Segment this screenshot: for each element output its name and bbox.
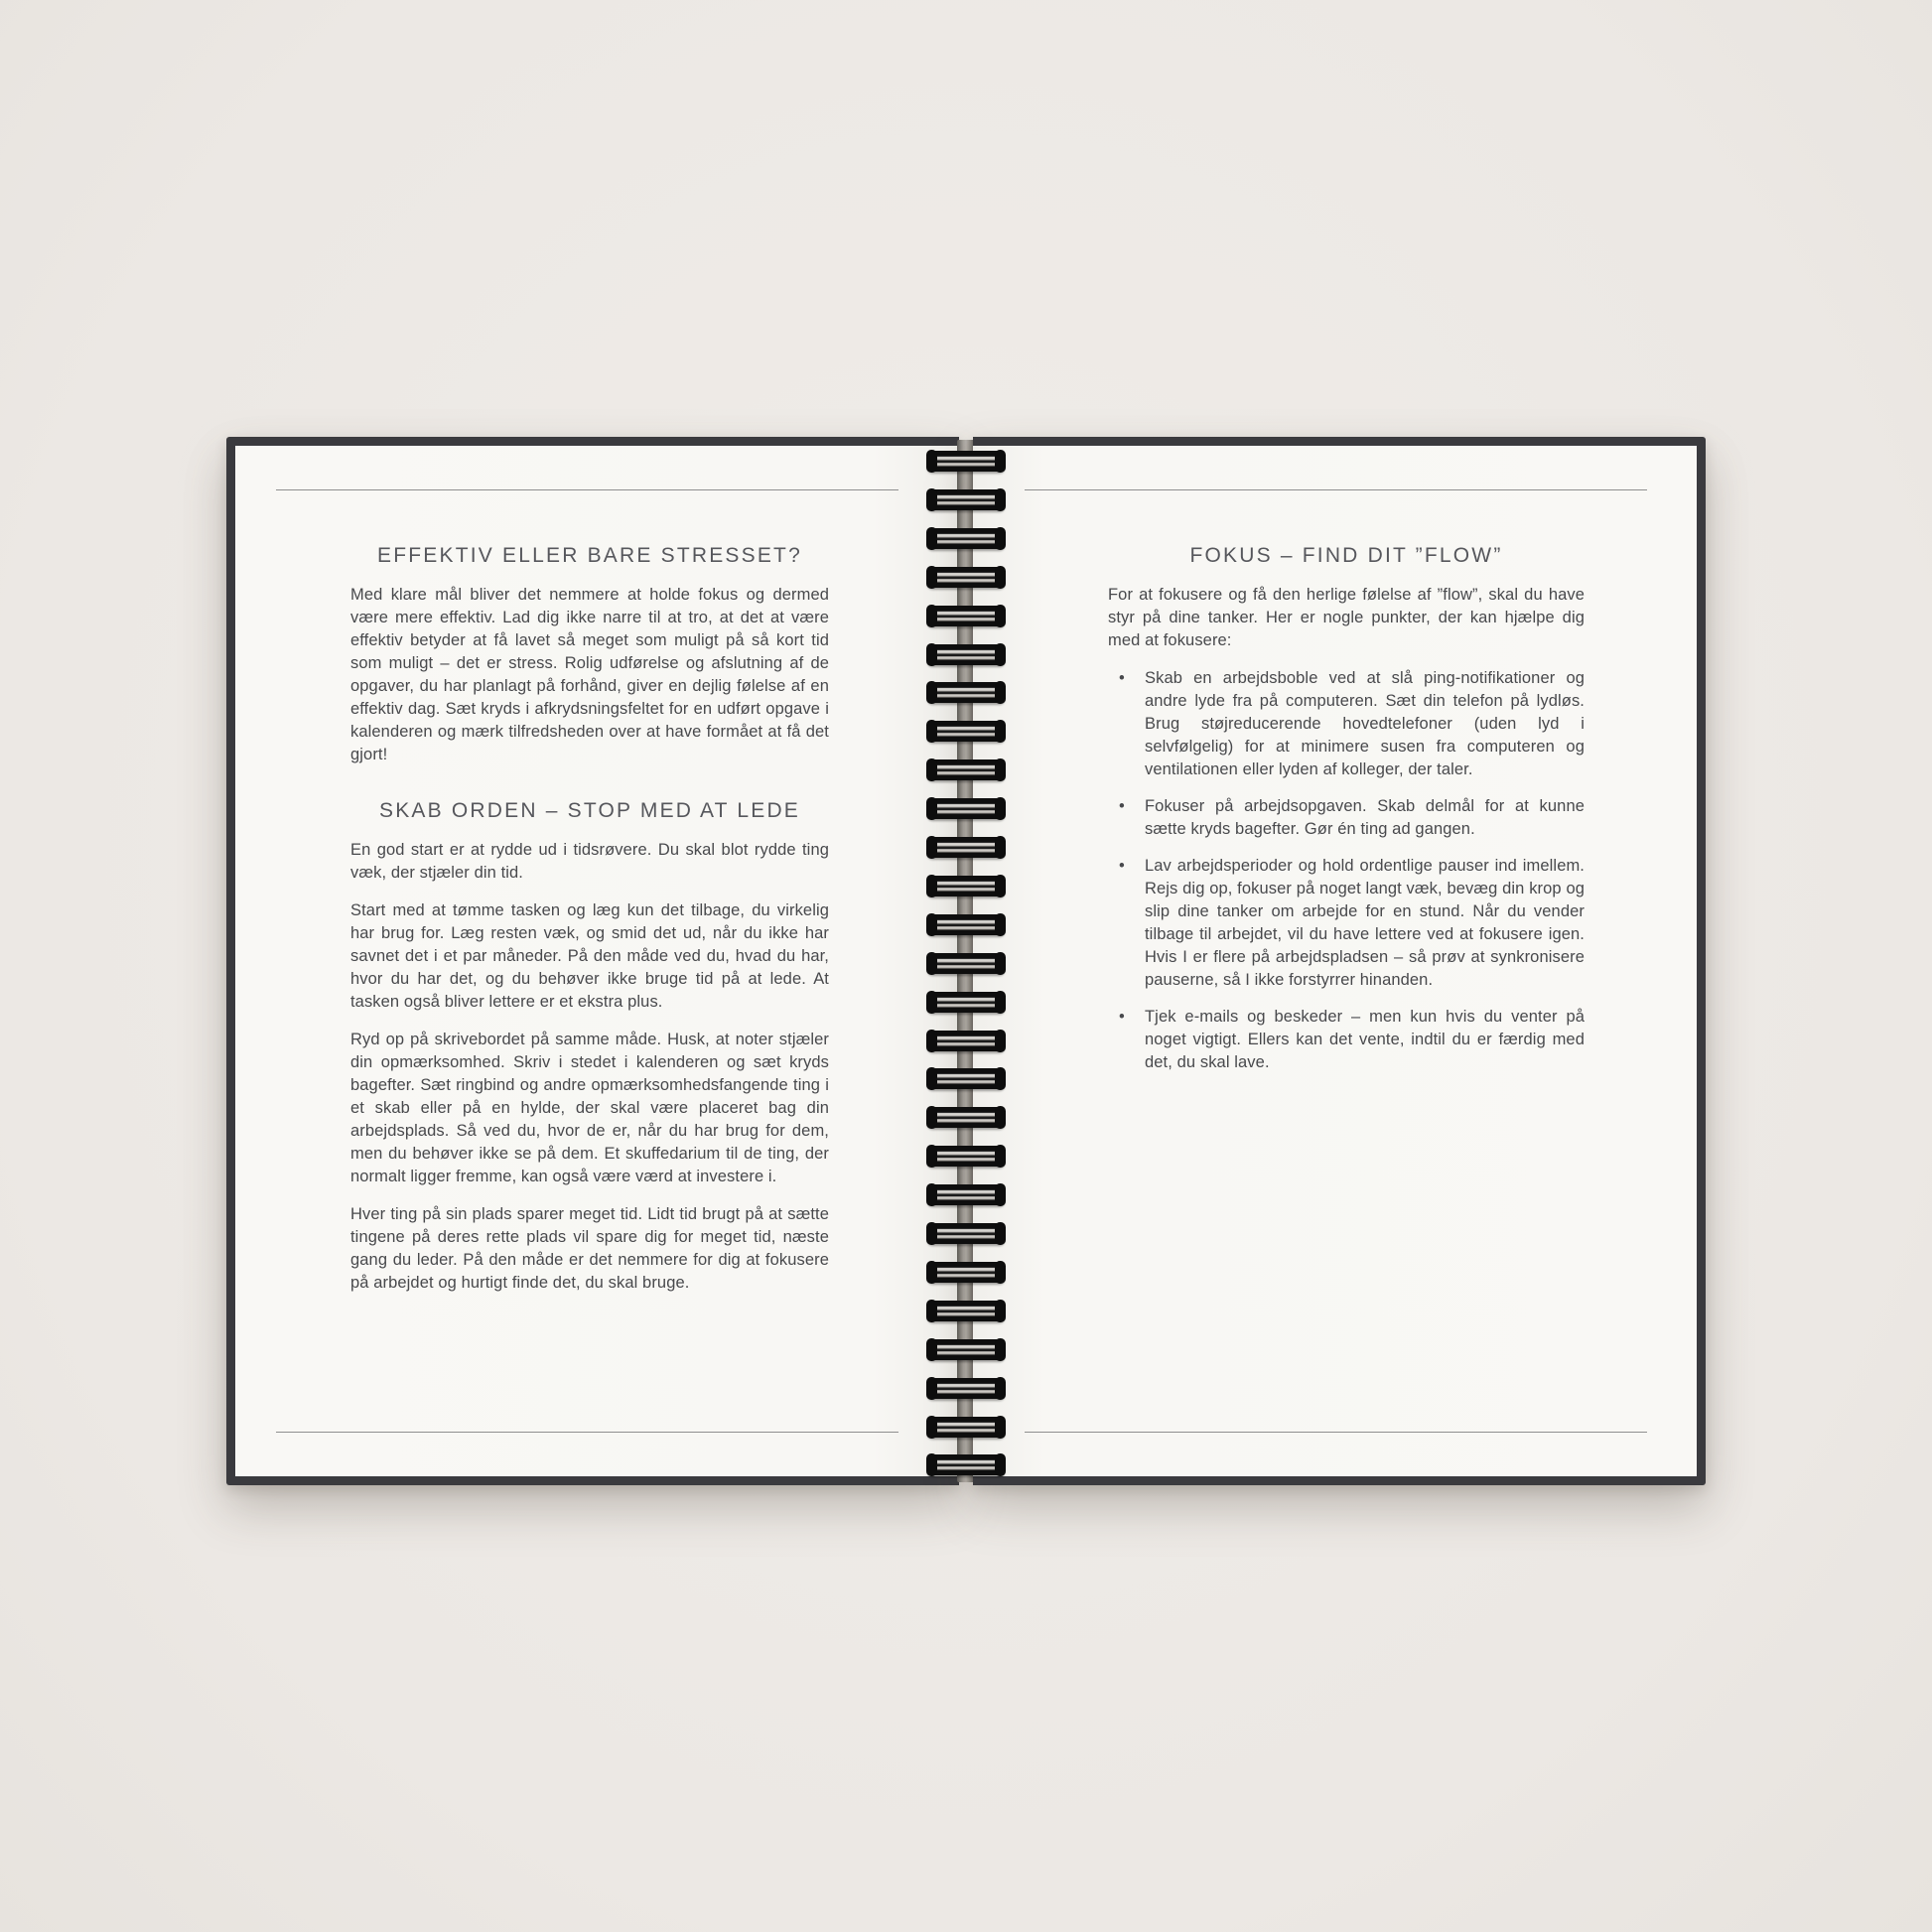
- body-paragraph: En god start er at rydde ud i tidsrøvere. Du skal blot rydde ting væk, der stjæler din tid.: [350, 841, 829, 882]
- text-section: [350, 796, 829, 1295]
- body-paragraph: Start med at tømme tasken og læg kun det tilbage, du virkelig har brug for. Læg resten væk, og smid det ud, når du ikke har savnet det i et par måneder. På den måde ved du, hvad du har, hvor du har det, og du behøver ikke bruge tid på at lede. At tasken også bliver lettere er et ekstra plus.: [350, 901, 829, 1011]
- bullet-list: [1108, 667, 1585, 1074]
- body-paragraph: Ryd op på skrivebordet på samme måde. Husk, at noter stjæler din opmærksomhed. Skriv i stedet i kalenderen og sæt kryds bagefter. Sæt ringbind og andre opmærksomhedsfangende ting i et skab eller på en hylde, der skal være placeret bag din arbejdsplads. Så ved du, hvor de er, når du har brug for dem, men du behøver ikke se på dem. Et skuffedarium til de ting, der normalt ligger fremme, kan også være værd at investere i.: [350, 1031, 829, 1185]
- bullet-item: [1119, 855, 1585, 992]
- page-left-top-rule: [276, 489, 898, 490]
- section-heading: EFFEKTIV ELLER BARE STRESSET?: [377, 544, 802, 567]
- text-section: [1108, 541, 1585, 1074]
- body-paragraph: Hver ting på sin plads sparer meget tid. Lidt tid brugt på at sætte tingene på deres rette plads vil spare dig for meget tid, næste gang du leder. På den måde er det nemmere for dig at fokusere på arbejdet og hurtigt finde det, du skal bruge.: [350, 1205, 829, 1292]
- bullet-icon: •: [1119, 1008, 1125, 1026]
- bullet-icon: •: [1119, 669, 1125, 687]
- bullet-text: Skab en arbejdsboble ved at slå ping-notifikationer og andre lyde fra på computeren. Sæt din telefon på lydløs. Brug støjreducerende hovedtelefoner (uden lyd i selvfølgelig) for at minimere susen fra computeren og ventilationen eller lyden af kolleger, der taler.: [1145, 669, 1585, 778]
- bullet-item: [1119, 1006, 1585, 1074]
- bullet-icon: •: [1119, 857, 1125, 875]
- bullet-item: [1119, 667, 1585, 781]
- page-right-text-column: [1108, 541, 1585, 1088]
- bullet-item: [1119, 795, 1585, 841]
- bullet-text: Fokuser på arbejdsopgaven. Skab delmål for at kunne sætte kryds bagefter. Gør én ting ad gangen.: [1145, 797, 1585, 838]
- section-heading: SKAB ORDEN – STOP MED AT LEDE: [378, 799, 801, 822]
- page-left: [235, 446, 959, 1476]
- section-heading: FOKUS – FIND DIT ”FLOW”: [1189, 544, 1503, 567]
- page-right-bottom-rule: [1025, 1432, 1647, 1433]
- text-section: [350, 541, 829, 766]
- page-left-text-column: [350, 541, 829, 1310]
- bullet-text: Tjek e-mails og beskeder – men kun hvis du venter på noget vigtigt. Ellers kan det vente, indtil du er færdig med det, du skal lave.: [1145, 1008, 1585, 1071]
- notebook-cover-right: [973, 437, 1706, 1485]
- body-paragraph: For at fokusere og få den herlige følelse af ”flow”, skal du have styr på dine tanker. Her er nogle punkter, der kan hjælpe dig med at fokusere:: [1108, 586, 1585, 649]
- bullet-text: Lav arbejdsperioder og hold ordentlige pauser ind imellem. Rejs dig op, fokuser på noget langt væk, bevæg din krop og slip dine tanker om arbejde for en stund. Når du vender tilbage til arbejdet, vil du have lettere ved at fokusere igen. Hvis I er flere på arbejdspladsen – så prøv at synkronisere pauserne, så I ikke forstyrrer hinanden.: [1145, 857, 1585, 989]
- spiral-notebook: [226, 437, 1706, 1485]
- body-paragraph: Med klare mål bliver det nemmere at holde fokus og dermed være mere effektiv. Lad dig ikke narre til at tro, at det at være effektiv betyder at få lavet så meget som muligt på så kort tid som muligt – det er stress. Rolig udførelse og afslutning af de opgaver, du har planlagt på forhånd, giver en dejlig følelse af en effektiv dag. Sæt kryds i afkrydsningsfeltet for en udført opgave i kalenderen og mærk tilfredsheden over at have formået at få det gjort!: [350, 586, 829, 763]
- page-left-bottom-rule: [276, 1432, 898, 1433]
- page-right: [973, 446, 1697, 1476]
- page-right-top-rule: [1025, 489, 1647, 490]
- bullet-icon: •: [1119, 797, 1125, 815]
- notebook-cover-left: [226, 437, 959, 1485]
